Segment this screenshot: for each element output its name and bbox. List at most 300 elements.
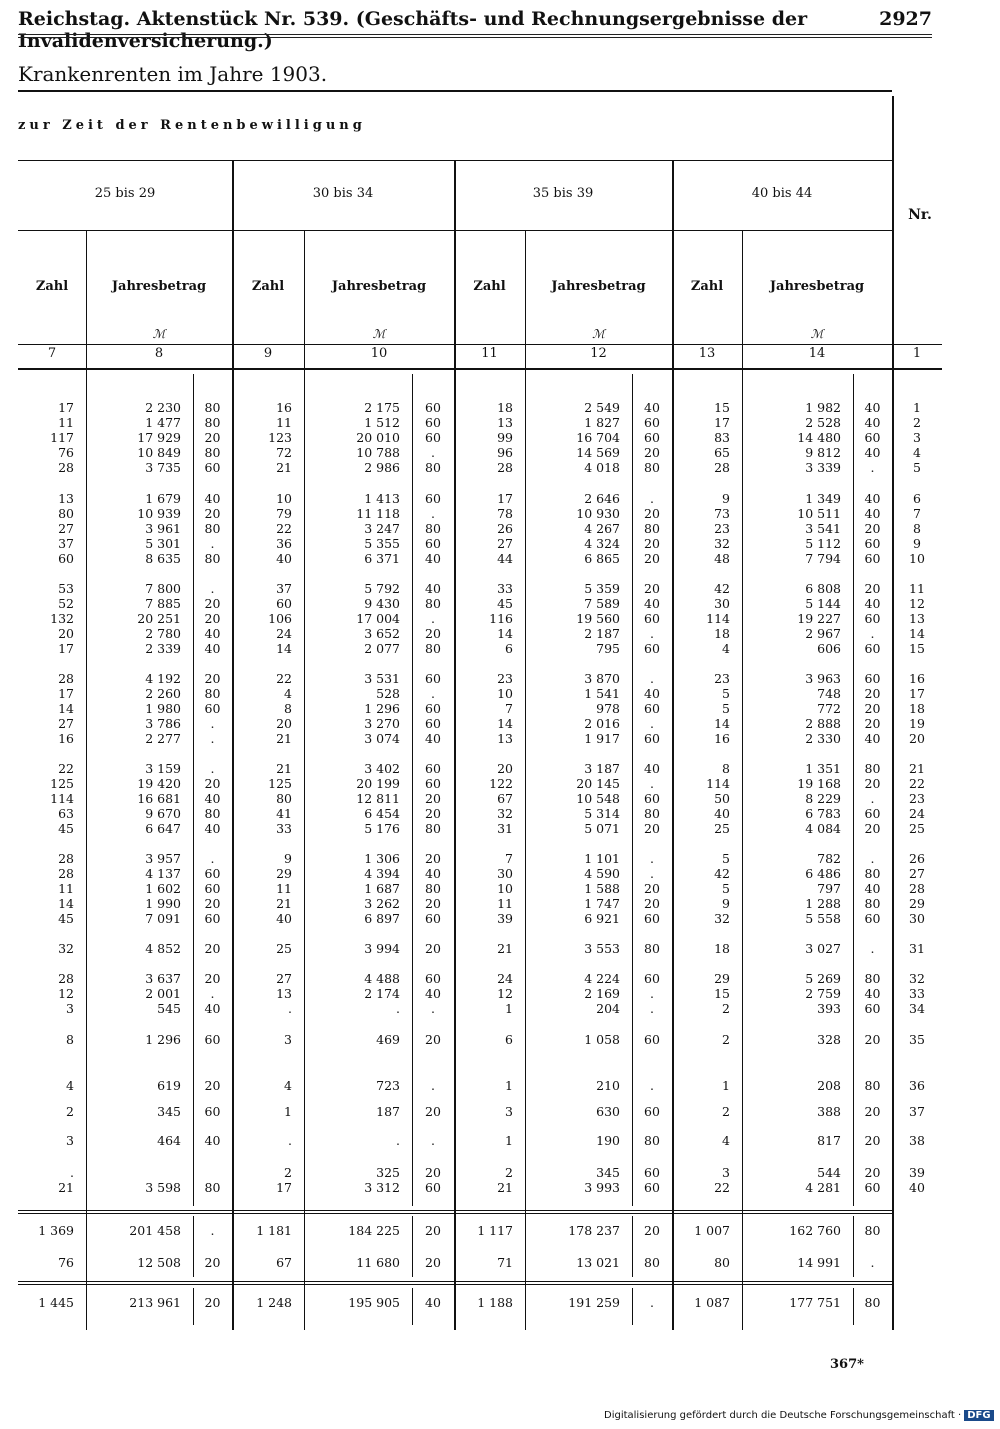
cell-zahl: 1 <box>505 1001 513 1016</box>
cell-pf: 40 <box>204 1001 221 1016</box>
cell-zahl: 16 <box>58 731 74 747</box>
cell-pf: 60 <box>644 971 660 986</box>
cell-mark: 5 176 <box>364 821 400 837</box>
cell-zahl: 6 <box>505 641 513 657</box>
cell-zahl: 4 <box>66 1078 74 1093</box>
cell-pf: 40 <box>204 641 221 657</box>
cell-pf: . <box>431 611 435 627</box>
cell-mark: 8 635 <box>145 551 181 567</box>
column-label-zahl: Zahl <box>690 279 724 294</box>
cell-zahl: 22 <box>714 1180 730 1195</box>
cell-zahl: 132 <box>50 611 74 627</box>
row-number: 22 <box>909 776 925 792</box>
currency-mark: ℳ <box>372 327 386 341</box>
cell-mark: 1 101 <box>584 851 620 866</box>
column-label-jahresbetrag: Jahresbetrag <box>331 279 427 294</box>
cell-pf: 20 <box>864 701 881 717</box>
cell-mark: 772 <box>817 701 841 717</box>
currency-mark: ℳ <box>152 327 166 341</box>
cell-pf: 20 <box>644 445 660 461</box>
cell-zahl: 10 <box>497 686 513 702</box>
cell-zahl: 17 <box>276 1180 292 1195</box>
cell-mark: 190 <box>596 1133 620 1148</box>
cell-mark: 3 541 <box>805 521 841 537</box>
cell-zahl: 114 <box>706 611 730 627</box>
cell-mark: 5 792 <box>364 581 400 596</box>
cell-zahl: 22 <box>276 521 292 537</box>
cell-pf: 80 <box>644 521 660 537</box>
cell-zahl: 14 <box>497 716 513 732</box>
cell-zahl: 30 <box>497 866 513 882</box>
cell-zahl: 20 <box>497 761 513 776</box>
cell-mark: 3 247 <box>364 521 400 537</box>
cell-mark: 11 118 <box>356 506 400 522</box>
column-label-jahresbetrag: Jahresbetrag <box>111 279 207 294</box>
cell-zahl: 3 <box>284 1032 292 1047</box>
cell-pf: 20 <box>204 506 221 522</box>
cell-zahl: 40 <box>714 806 730 822</box>
cell-pf: . <box>870 626 875 642</box>
row-number: 33 <box>909 986 925 1001</box>
cell-mark: 4 224 <box>584 971 620 986</box>
cell-zahl: 83 <box>714 430 730 446</box>
cell-zahl: 13 <box>58 491 74 506</box>
cell-zahl: 23 <box>714 671 730 686</box>
cell-zahl: 27 <box>497 536 513 552</box>
total-cell-pf: 20 <box>644 1223 660 1238</box>
cell-pf: 40 <box>644 686 660 702</box>
cell-mark: 393 <box>817 1001 841 1016</box>
cell-pf: 20 <box>644 551 660 567</box>
cell-pf: 60 <box>204 1032 221 1047</box>
column-label-zahl: Zahl <box>35 279 69 294</box>
total-cell-mark: 12 508 <box>137 1255 181 1270</box>
total-cell-zahl: 1 181 <box>256 1223 292 1238</box>
cell-pf: 20 <box>644 821 660 837</box>
column-label-jahresbetrag: Jahresbetrag <box>769 279 865 294</box>
cell-mark: 2 016 <box>584 716 620 732</box>
total-cell-zahl: 1 188 <box>477 1295 513 1310</box>
cell-zahl: 21 <box>276 761 292 776</box>
cell-mark: 3 957 <box>145 851 181 866</box>
total-cell-mark: 162 760 <box>789 1223 841 1238</box>
cell-zahl: 39 <box>497 911 513 927</box>
cell-zahl: 11 <box>58 415 74 431</box>
total-cell-mark: 184 225 <box>348 1223 400 1238</box>
cell-pf: 40 <box>864 400 881 415</box>
total-cell-zahl: 1 087 <box>694 1295 730 1310</box>
cell-mark: 210 <box>596 1078 620 1093</box>
row-number: 21 <box>909 761 925 776</box>
cell-mark: 8 229 <box>805 791 841 807</box>
cell-zahl: 14 <box>276 641 292 657</box>
cell-pf: 80 <box>644 460 660 476</box>
cell-mark: 3 312 <box>364 1180 400 1195</box>
cell-zahl: 27 <box>276 971 292 986</box>
cell-mark: 187 <box>376 1104 400 1119</box>
cell-mark: 1 541 <box>584 686 620 702</box>
cell-mark: 7 800 <box>145 581 181 596</box>
cell-mark: 2 646 <box>584 491 620 506</box>
cell-pf: 40 <box>204 626 221 642</box>
cell-zahl: 13 <box>276 986 292 1001</box>
cell-pf: 20 <box>864 821 881 837</box>
row-number: 25 <box>909 821 925 837</box>
page-number: 2927 <box>879 8 932 30</box>
cell-zahl: 80 <box>58 506 74 522</box>
cell-zahl: 45 <box>58 911 74 927</box>
column-label-zahl: Zahl <box>473 279 506 294</box>
cell-pf: . <box>210 761 215 776</box>
cell-zahl: 1 <box>505 1133 513 1148</box>
cell-pf: 20 <box>644 896 660 912</box>
cell-zahl: 21 <box>497 1180 513 1195</box>
column-number: 11 <box>481 346 498 361</box>
cell-pf: 60 <box>425 911 441 927</box>
cell-mark: 1 477 <box>145 415 181 431</box>
cell-pf: 60 <box>204 911 221 927</box>
cell-pf: 20 <box>204 776 221 792</box>
cell-mark: 3 074 <box>364 731 400 747</box>
cell-pf: 60 <box>644 791 660 807</box>
subtitle-rule <box>18 90 892 92</box>
cell-pf: 40 <box>644 761 660 776</box>
cell-mark: 1 349 <box>805 491 841 506</box>
cell-zahl: 22 <box>276 671 292 686</box>
cell-mark: 4 590 <box>584 866 620 882</box>
cell-pf: 60 <box>204 701 221 717</box>
cell-mark: 20 251 <box>137 611 181 627</box>
cell-zahl: 5 <box>722 686 730 702</box>
cell-mark: 20 199 <box>356 776 400 792</box>
cell-mark: 19 420 <box>137 776 181 792</box>
cell-zahl: 80 <box>276 791 292 807</box>
total-cell-zahl: 1 445 <box>38 1295 74 1310</box>
cell-pf: 80 <box>204 686 221 702</box>
cell-zahl: 45 <box>58 821 74 837</box>
cell-pf: 20 <box>644 506 660 522</box>
cell-zahl: 28 <box>58 460 74 476</box>
cell-pf: 60 <box>864 536 881 552</box>
cell-pf: 40 <box>204 491 221 506</box>
row-number: 31 <box>909 941 925 956</box>
cell-pf: 80 <box>204 1180 221 1195</box>
row-rule <box>18 344 942 345</box>
cell-zahl: 33 <box>497 581 513 596</box>
cell-mark: 2 277 <box>145 731 181 747</box>
cell-pf: . <box>431 1078 435 1093</box>
cell-mark: 1 980 <box>145 701 181 717</box>
cell-pf: 80 <box>864 866 881 882</box>
row-number: 4 <box>913 445 921 461</box>
cell-zahl: 27 <box>58 716 74 732</box>
cell-mark: 20 010 <box>356 430 400 446</box>
total-cell-zahl: 76 <box>58 1255 74 1270</box>
cell-pf: . <box>650 491 654 506</box>
cell-mark: 2 549 <box>584 400 620 415</box>
cell-zahl: 24 <box>497 971 513 986</box>
cell-pf: . <box>650 986 654 1001</box>
cell-mark: 1 512 <box>364 415 400 431</box>
row-number: 35 <box>909 1032 925 1047</box>
cell-pf: 60 <box>864 641 881 657</box>
cell-mark: 3 652 <box>364 626 400 642</box>
column-number: 8 <box>154 346 164 361</box>
cell-mark: 2 528 <box>805 415 841 431</box>
cell-zahl: 7 <box>505 701 513 717</box>
cell-pf: 20 <box>425 626 441 642</box>
cell-zahl: 2 <box>722 1032 730 1047</box>
cell-mark: 345 <box>596 1165 620 1180</box>
cell-mark: 2 187 <box>584 626 620 642</box>
cell-mark: . <box>396 1001 400 1016</box>
cell-zahl: 2 <box>722 1104 730 1119</box>
cell-mark: 3 994 <box>364 941 400 956</box>
cell-zahl: 60 <box>58 551 74 567</box>
cell-mark: 2 967 <box>805 626 841 642</box>
cell-mark: 2 260 <box>145 686 181 702</box>
cell-pf: 40 <box>864 731 881 747</box>
cell-mark: 3 531 <box>364 671 400 686</box>
cell-zahl: 16 <box>714 731 730 747</box>
total-cell-pf: 80 <box>864 1295 881 1310</box>
cell-mark: 544 <box>817 1165 841 1180</box>
cell-pf: 80 <box>864 971 881 986</box>
cell-mark: 5 301 <box>145 536 181 552</box>
cell-pf: 80 <box>864 761 881 776</box>
cell-mark: 5 359 <box>584 581 620 596</box>
cell-pf: 60 <box>644 430 660 446</box>
cell-zahl: 76 <box>58 445 74 461</box>
cell-zahl: 8 <box>722 761 730 776</box>
cell-zahl: 114 <box>50 791 74 807</box>
cell-zahl: 4 <box>722 641 730 657</box>
cell-zahl: 28 <box>497 460 513 476</box>
cell-mark: 3 637 <box>145 971 181 986</box>
cell-zahl: 7 <box>505 851 513 866</box>
cell-mark: 9 670 <box>145 806 181 822</box>
total-cell-zahl: 1 117 <box>477 1223 513 1238</box>
cell-mark: 817 <box>817 1133 841 1148</box>
signature-mark: 367* <box>830 1357 864 1372</box>
cell-pf: . <box>431 506 435 522</box>
cell-mark: 2 330 <box>805 731 841 747</box>
cell-mark: 10 511 <box>797 506 841 522</box>
cell-pf: . <box>431 1001 435 1016</box>
cell-mark: 5 269 <box>805 971 841 986</box>
cell-zahl: 13 <box>497 415 513 431</box>
cell-pf: 80 <box>644 1133 660 1148</box>
cell-pf: . <box>650 866 654 882</box>
cell-mark: 3 027 <box>805 941 841 956</box>
header-rule <box>18 34 932 38</box>
cell-pf: . <box>210 986 215 1001</box>
cell-zahl: 114 <box>706 776 730 792</box>
cell-pf: 60 <box>644 911 660 927</box>
cell-pf: 80 <box>425 821 441 837</box>
cell-mark: 4 192 <box>145 671 181 686</box>
cell-zahl: 20 <box>58 626 74 642</box>
cell-mark: 3 735 <box>145 460 181 476</box>
cell-pf: 20 <box>204 941 221 956</box>
cell-zahl: 21 <box>497 941 513 956</box>
cell-pf: 60 <box>425 1180 441 1195</box>
column-number: 9 <box>263 346 273 361</box>
cell-zahl: 16 <box>276 400 292 415</box>
cell-mark: 4 137 <box>145 866 181 882</box>
cell-mark: 208 <box>817 1078 841 1093</box>
cell-mark: 1 602 <box>145 881 181 897</box>
cell-zahl: 125 <box>50 776 74 792</box>
cell-mark: 2 888 <box>805 716 841 732</box>
total-cell-mark: 177 751 <box>789 1295 841 1310</box>
table-subtitle: Krankenrenten im Jahre 1903. <box>18 62 328 86</box>
cell-zahl: 17 <box>58 400 74 415</box>
cell-mark: 782 <box>817 851 841 866</box>
column-number: 13 <box>698 346 716 361</box>
cell-mark: 1 351 <box>805 761 841 776</box>
cell-zahl: 3 <box>66 1001 74 1016</box>
cell-pf: 60 <box>644 641 660 657</box>
age-group-header: 40 bis 44 <box>751 186 813 201</box>
cell-mark: 3 339 <box>805 460 841 476</box>
row-number: 1 <box>913 400 921 415</box>
cell-mark: 10 849 <box>137 445 181 461</box>
cell-mark: 388 <box>817 1104 841 1119</box>
total-cell-pf: 40 <box>425 1295 441 1310</box>
row-number: 27 <box>909 866 925 882</box>
cell-mark: 3 159 <box>145 761 181 776</box>
cell-zahl: 11 <box>276 415 292 431</box>
row-number: 40 <box>909 1180 925 1195</box>
cell-mark: 14 480 <box>797 430 841 446</box>
cell-pf: 20 <box>864 1104 881 1119</box>
row-number: 10 <box>909 551 925 567</box>
cell-zahl: 37 <box>58 536 74 552</box>
cell-zahl: 32 <box>497 806 513 822</box>
cell-mark: 1 917 <box>584 731 620 747</box>
cell-zahl: . <box>288 1133 292 1148</box>
cell-zahl: 9 <box>722 491 730 506</box>
row-number: 36 <box>909 1078 925 1093</box>
cell-pf: . <box>870 791 875 807</box>
cell-pf: 20 <box>204 671 221 686</box>
cell-zahl: 48 <box>714 551 730 567</box>
cell-zahl: 2 <box>284 1165 292 1180</box>
cell-pf: 60 <box>864 806 881 822</box>
cell-zahl: 8 <box>284 701 292 717</box>
row-number: 2 <box>913 415 921 431</box>
cell-mark: 1 288 <box>805 896 841 912</box>
cell-mark: 1 990 <box>145 896 181 912</box>
total-cell-mark: 191 259 <box>568 1295 620 1310</box>
cell-mark: 12 811 <box>356 791 400 807</box>
cell-mark: 6 865 <box>584 551 620 567</box>
cell-zahl: 40 <box>276 551 292 567</box>
cell-zahl: 28 <box>58 671 74 686</box>
cell-mark: 2 780 <box>145 626 181 642</box>
total-cell-pf: . <box>870 1255 875 1270</box>
cell-zahl: 2 <box>66 1104 74 1119</box>
row-number: 37 <box>909 1104 925 1119</box>
cell-pf: 80 <box>425 596 441 612</box>
cell-mark: 2 759 <box>805 986 841 1001</box>
cell-pf: . <box>210 581 215 596</box>
total-cell-zahl: 1 369 <box>38 1223 74 1238</box>
cell-mark: 630 <box>596 1104 620 1119</box>
cell-mark: 795 <box>596 641 620 657</box>
cell-zahl: 21 <box>276 460 292 476</box>
cell-mark: 3 553 <box>584 941 620 956</box>
cell-mark: 3 598 <box>145 1180 181 1195</box>
cell-zahl: . <box>70 1165 74 1180</box>
dfg-logo: DFG <box>964 1410 993 1421</box>
row-number: 30 <box>909 911 925 927</box>
cell-zahl: 41 <box>276 806 292 822</box>
cell-mark: 6 921 <box>584 911 620 927</box>
cell-zahl: 4 <box>722 1133 730 1148</box>
cell-pf: 40 <box>425 551 441 567</box>
total-cell-zahl: 1 248 <box>256 1295 292 1310</box>
cell-pf: 60 <box>864 611 881 627</box>
cell-mark: 4 281 <box>805 1180 841 1195</box>
row-number: 3 <box>913 430 921 446</box>
cell-mark: 1 827 <box>584 415 620 431</box>
cell-zahl: 26 <box>497 521 513 537</box>
cell-mark: 5 355 <box>364 536 400 552</box>
cell-zahl: 15 <box>714 986 730 1001</box>
row-number: 13 <box>909 611 925 627</box>
digitization-credit <box>604 1410 994 1421</box>
cell-pf: 80 <box>204 521 221 537</box>
cell-zahl: 28 <box>58 851 74 866</box>
cell-zahl: 13 <box>497 731 513 747</box>
cell-zahl: 123 <box>268 430 292 446</box>
row-number: 15 <box>909 641 925 657</box>
cell-pf: 40 <box>425 866 441 882</box>
cell-zahl: 23 <box>714 521 730 537</box>
cell-pf: 20 <box>864 686 881 702</box>
cell-zahl: 50 <box>714 791 730 807</box>
cell-mark: 3 402 <box>364 761 400 776</box>
cell-pf: 80 <box>864 896 881 912</box>
total-cell-pf: 20 <box>204 1295 221 1310</box>
row-number: 32 <box>909 971 925 986</box>
cell-pf: 40 <box>644 400 660 415</box>
cell-pf: 80 <box>425 881 441 897</box>
cell-mark: 10 788 <box>356 445 400 461</box>
cell-zahl: 28 <box>58 971 74 986</box>
cell-mark: 1 982 <box>805 400 841 415</box>
cell-mark: 10 939 <box>137 506 181 522</box>
cell-zahl: 25 <box>714 821 730 837</box>
cell-pf: 20 <box>204 1078 221 1093</box>
cell-mark: 4 394 <box>364 866 400 882</box>
cell-mark: 797 <box>817 881 841 897</box>
cell-mark: 3 786 <box>145 716 181 732</box>
cell-zahl: 9 <box>722 896 730 912</box>
cell-mark: 4 324 <box>584 536 620 552</box>
credit-text: Digitalisierung gefördert durch die Deutsche Forschungsgemeinschaft · <box>604 1410 962 1421</box>
total-cell-zahl: 1 007 <box>694 1223 730 1238</box>
cell-pf: 60 <box>644 415 660 431</box>
cell-pf: 40 <box>864 445 881 461</box>
cell-pf: 80 <box>425 641 441 657</box>
cell-mark: 978 <box>596 701 620 717</box>
total-cell-mark: 201 458 <box>129 1223 181 1238</box>
total-cell-zahl: 71 <box>497 1255 513 1270</box>
cell-mark: 3 870 <box>584 671 620 686</box>
